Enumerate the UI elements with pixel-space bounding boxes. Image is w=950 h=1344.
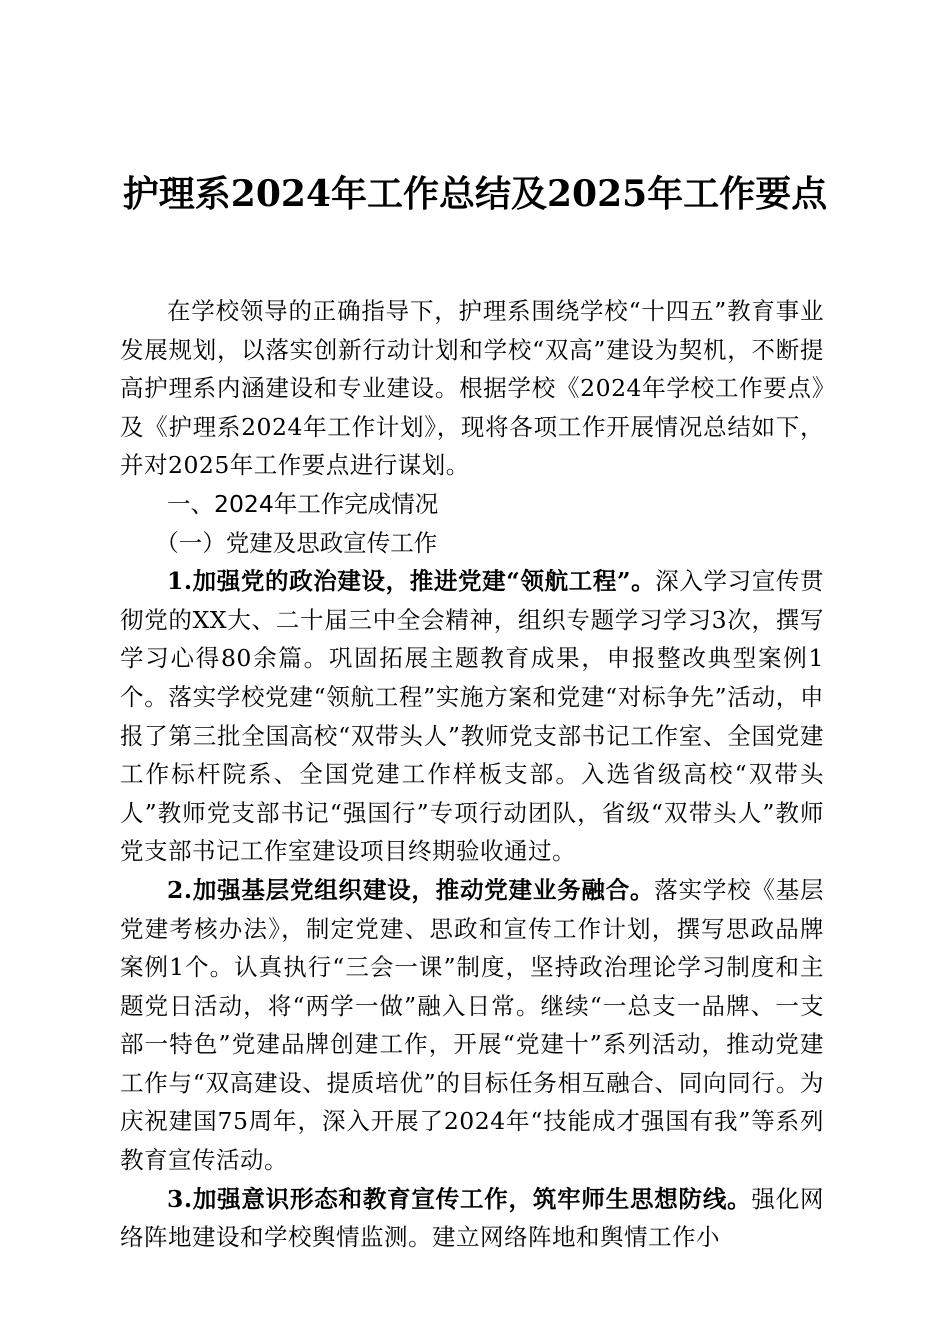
section-heading: 一、2024年工作完成情况	[167, 489, 439, 518]
intro-paragraph: 在学校领导的正确指导下，护理系围绕学校“十四五”教育事业发展规划，以落实创新行动计划和学校“双高”建设为契机，不断提高护理系内涵建设和专业建设。根据学校《2024年学校工作要点》及《护理系2024年工作计划》，现将各项工作开展情况总结如下，并对2025年工作要点进行谋划。	[120, 297, 824, 480]
item-lead-2: 2.加强基层党组织建设，推动党建业务融合。	[167, 875, 655, 904]
item-paragraph-1	[120, 562, 824, 871]
item-text-1: 深入学习宣传贯彻党的XX大、二十届三中全会精神，组织专题学习学习3次，撰写学习心得80余篇。巩固拓展主题教育成果，申报整改典型案例1个。落实学校党建“领航工程”实施方案和党建“对标争先”活动，申报了第三批全国高校“双带头人”教师党支部书记工作室、全国党建工作标杆院系、全国党建工作样板支部。入选省级高校“双带头人”教师党支部书记“强国行”专项行动团队，省级“双带头人”教师党支部书记工作室建设项目终期验收通过。	[120, 567, 824, 866]
document-title: 护理系2024年工作总结及2025年工作要点	[122, 173, 828, 215]
document-body	[120, 292, 824, 1257]
item-paragraph-2	[120, 871, 824, 1180]
item-text-2: 落实学校《基层党建考核办法》，制定党建、思政和宣传工作计划，撰写思政品牌案例1个。认真执行“三会一课”制度，坚持政治理论学习制度和主题党日活动，将“两学一做”融入日常。继续“一总支一品牌、一支部一特色”党建品牌创建工作，开展“党建十”系列活动，推动党建工作与“双高建设、提质培优”的目标任务相互融合、同向同行。为庆祝建国75周年，深入开展了2024年“技能成才强国有我”等系列教育宣传活动。	[120, 875, 824, 1175]
item-lead-3: 3.加强意识形态和教育宣传工作，筑牢师生思想防线。	[167, 1184, 752, 1213]
item-paragraph-3	[120, 1180, 824, 1257]
item-text-3: 强化网络阵地建设和学校舆情监测。建立网络阵地和舆情工作小	[120, 1184, 824, 1252]
subsection-heading: （一）党建及思政宣传工作	[155, 528, 438, 557]
item-lead-1: 1.加强党的政治建设，推进党建“领航工程”。	[167, 567, 656, 596]
